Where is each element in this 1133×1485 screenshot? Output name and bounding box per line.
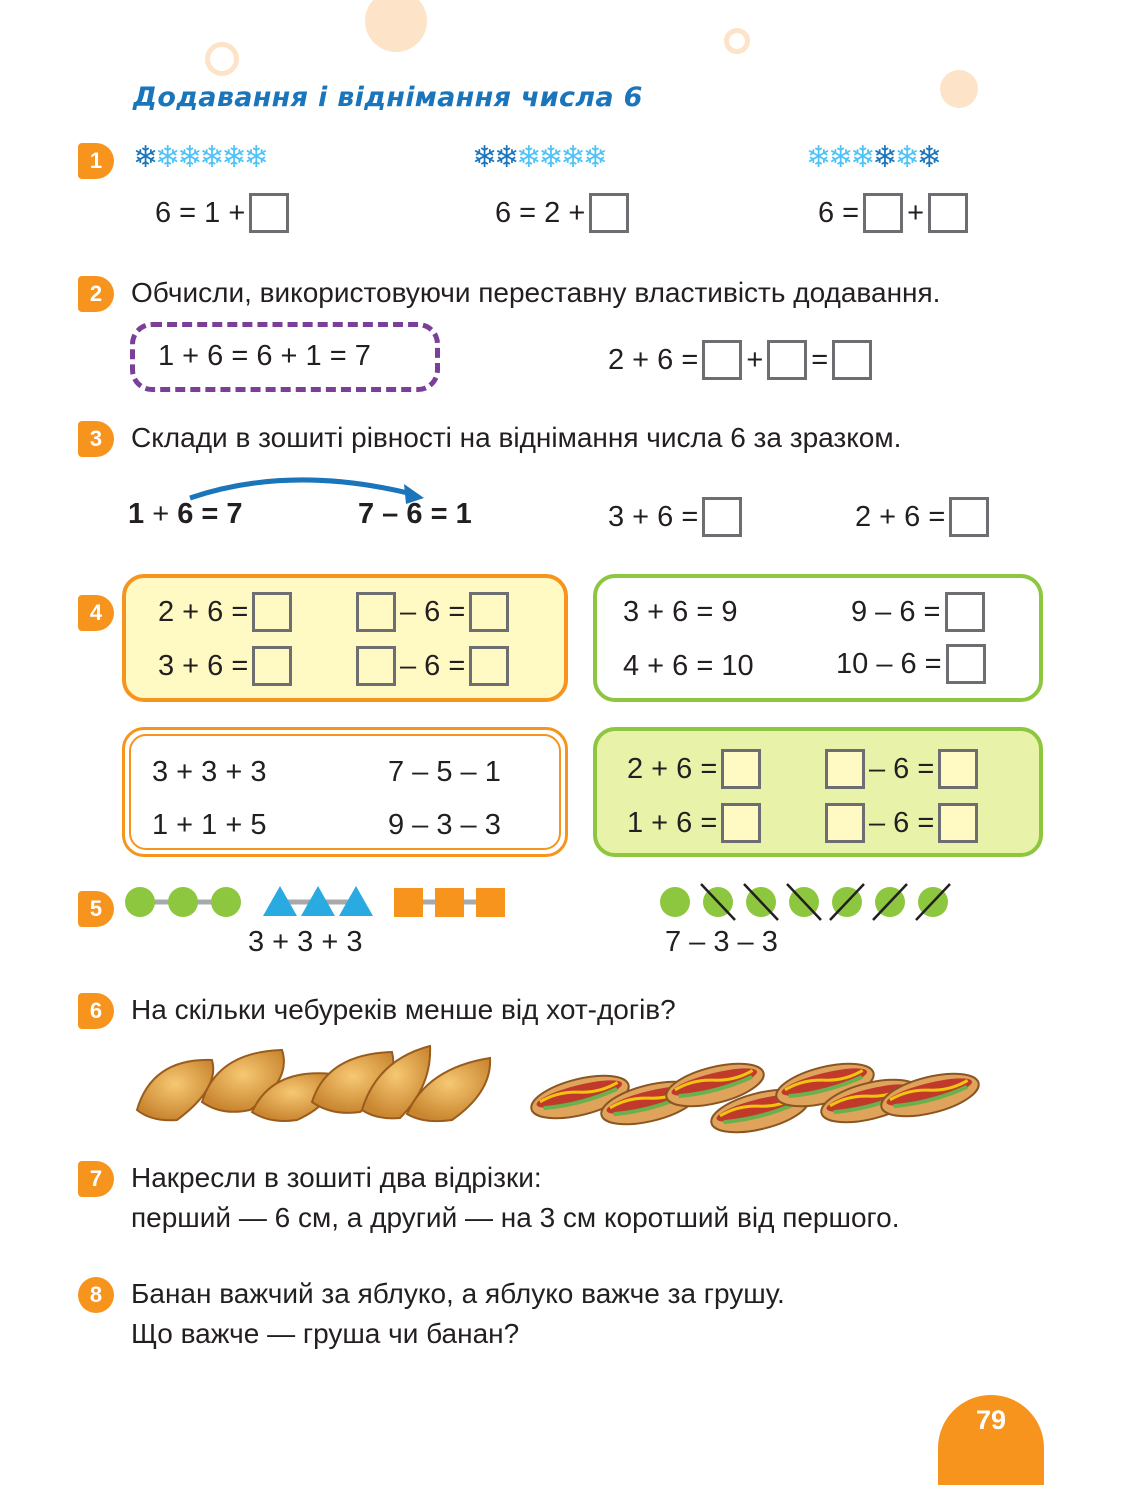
card2-row2b: 10 – 6 = [836,644,986,684]
card3-row2b: 9 – 3 – 3 [388,809,501,841]
green-bead-icon [125,887,155,917]
card2-row2a: 4 + 6 = 10 [623,650,754,682]
answer-box[interactable] [938,803,978,843]
task7-line-1: Накресли в зошиті два відрізки: [131,1162,542,1193]
task3-text: Склади в зошиті рівності на віднімання числа 6 за зразком. [131,422,902,453]
answer-box[interactable] [832,340,872,380]
answer-box[interactable] [825,803,865,843]
green-bead-icon [660,887,690,917]
equation-text: 6 = [818,196,860,229]
answer-box[interactable] [721,749,761,789]
answer-box[interactable] [863,193,903,233]
snowflake-icon: ❄ [872,141,895,174]
snowflake-icon: ❄❄❄❄ [516,141,605,174]
answer-box[interactable] [356,646,396,686]
task6-text: На скільки чебуреків менше від хот-догів? [131,994,676,1025]
card3-row2a: 1 + 1 + 5 [152,809,267,841]
task-number-8: 8 [78,1277,114,1313]
green-bead-icon [211,887,241,917]
decor-ring [724,28,750,54]
task8-line-1: Банан важчий за яблуко, а яблуко важче за грушу. [131,1278,785,1309]
page-number: 79 [938,1395,1044,1485]
task5-shapes-2 [655,882,965,922]
snowflake-icon: ❄ [133,141,156,174]
snowflake-icon: ❄ [894,141,917,174]
card3-row1b: 7 – 5 – 1 [388,756,501,788]
equation-text: 2 + 6 = [855,500,946,533]
green-bead-icon [168,887,198,917]
plus-sign: + [907,196,925,229]
card3-row1a: 3 + 3 + 3 [152,756,267,788]
equation-text: 3 + 6 = [608,500,699,533]
task5-caption-1: 3 + 3 + 3 [248,926,363,958]
card4-row1b: – 6 = [825,749,978,789]
task8-line-2: Що важче — груша чи банан? [131,1318,520,1349]
task3-example-1: 1 + 6 = 7 [128,498,243,530]
orange-square-icon [435,888,464,917]
equation-text: 6 = 1 + [155,196,246,229]
task-number-2: 2 [78,276,114,312]
card1-row2a: 3 + 6 = [158,646,292,686]
answer-box[interactable] [945,592,985,632]
task-number-1: 1 [78,143,114,179]
snowflake-group-3 [806,143,939,173]
plus-sign: + [746,343,764,376]
equals-sign: = [811,343,829,376]
card4-row2a: 1 + 6 = [627,803,761,843]
hotdogs-illustration [530,1048,985,1138]
task-number-7: 7 [78,1161,114,1197]
task4-card-3 [122,727,568,857]
task1-equation-2 [495,193,629,233]
answer-box[interactable] [702,497,742,537]
answer-box[interactable] [252,646,292,686]
task2-example: 1 + 6 = 6 + 1 = 7 [158,340,371,372]
task-number-5: 5 [78,891,114,927]
orange-square-icon [476,888,505,917]
task1-equation-1 [155,193,289,233]
answer-box[interactable] [938,749,978,789]
task2-equation [608,340,872,380]
task2-text: Обчисли, використовуючи переставну властивість додавання. [131,277,941,308]
answer-box[interactable] [356,592,396,632]
task-number-3: 3 [78,421,114,457]
snowflake-group-1 [133,143,266,173]
snowflake-icon: ❄❄❄ [806,141,873,174]
card1-row1b: – 6 = [356,592,509,632]
decor-circle [940,70,978,108]
card4-row2b: – 6 = [825,803,978,843]
task3-equation-2 [855,497,989,537]
snowflake-icon: ❄ [916,141,939,174]
equation-text: 2 + 6 = [608,343,699,376]
orange-square-icon [394,888,423,917]
task3-example-2: 7 – 6 = 1 [358,498,472,530]
card1-row2b: – 6 = [356,646,509,686]
task4-card-4 [593,727,1043,857]
decor-ring [205,42,239,76]
answer-box[interactable] [767,340,807,380]
card2-row1a: 3 + 6 = 9 [623,596,738,628]
answer-box[interactable] [702,340,742,380]
snowflake-icon: ❄❄ [472,141,517,174]
answer-box[interactable] [946,644,986,684]
card4-row1a: 2 + 6 = [627,749,761,789]
page-title: Додавання і віднімання числа 6 [133,82,643,113]
chebureky-icon [137,1060,213,1120]
answer-box[interactable] [589,193,629,233]
task4-card-2 [593,574,1043,702]
decor-circle [365,0,427,52]
answer-box[interactable] [928,193,968,233]
answer-box[interactable] [469,592,509,632]
answer-box[interactable] [825,749,865,789]
answer-box[interactable] [949,497,989,537]
task3-equation-1 [608,497,742,537]
task1-equation-3 [818,193,968,233]
task5-shapes-1 [120,882,520,922]
chebureky-illustration [132,1040,497,1125]
task4-card-1 [122,574,568,702]
snowflake-icon: ❄❄❄❄❄ [155,141,266,174]
equation-text: 6 = 2 + [495,196,586,229]
hotdog-icon [877,1065,983,1124]
task7-line-2: перший — 6 см, а другий — на 3 см коротший від першого. [131,1202,900,1233]
task-number-6: 6 [78,993,114,1029]
card1-row1a: 2 + 6 = [158,592,292,632]
snowflake-group-2 [472,143,605,173]
task-number-4: 4 [78,595,114,631]
answer-box[interactable] [721,803,761,843]
answer-box[interactable] [469,646,509,686]
answer-box[interactable] [249,193,289,233]
answer-box[interactable] [252,592,292,632]
card2-row1b: 9 – 6 = [851,592,985,632]
task5-caption-2: 7 – 3 – 3 [665,926,778,958]
